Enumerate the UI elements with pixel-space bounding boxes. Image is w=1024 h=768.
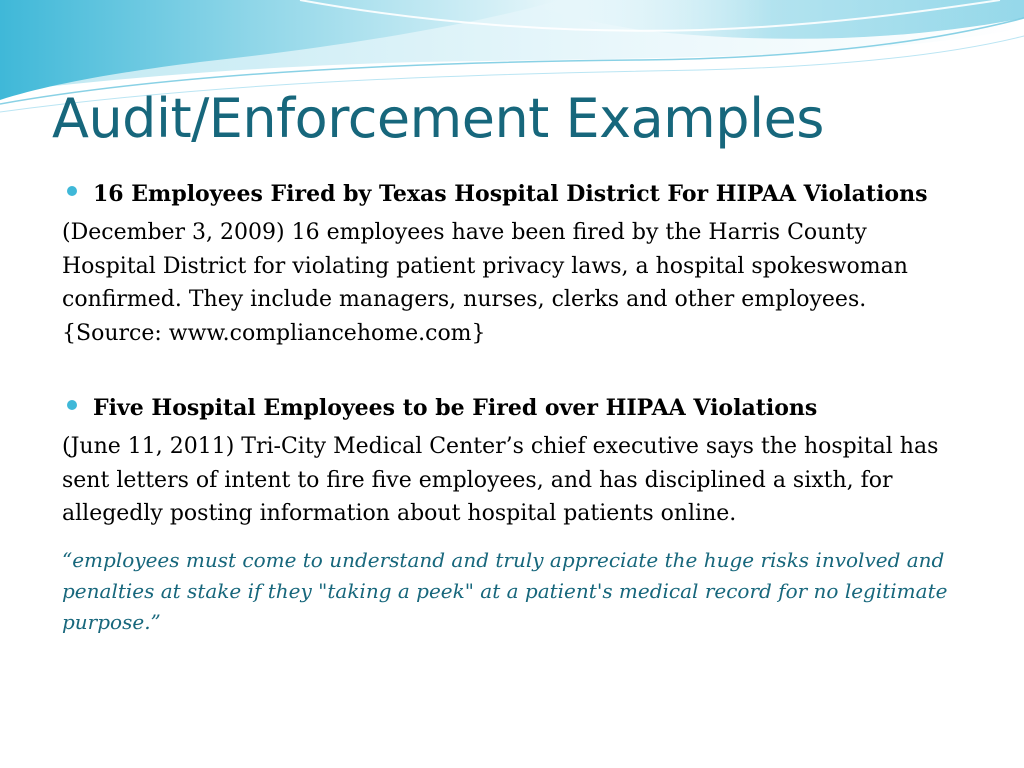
spacer [62,350,962,392]
bullet-body-2: (June 11, 2011) Tri-City Medical Center’s chief executive says the hospital has sent letters of intent to fire five employees, and has disciplined a sixth, for allegedly posting information about hospital patients online. [62,434,939,526]
bullet-dot-icon [67,400,77,410]
quote-text: “employees must come to understand and truly appreciate the huge risks involved and penalties at stake if they "taking a peek" at a patient's medical record for no legitimate purpose.” [62,547,948,634]
bullet-dot-icon [67,186,77,196]
bullet-body-1: (December 3, 2009) 16 employees have been fired by the Harris County Hospital District for violating patient privacy laws, a hospital spokeswoman confirmed. They include managers, nurses, clerks and other employees. {Source: www.compliancehome.com} [62,220,908,346]
bullet-heading-1-text: 16 Employees Fired by Texas Hospital District For HIPAA Violations [93,181,928,207]
bullet-heading-1 [62,178,962,211]
slide-content [62,178,962,638]
bullet-heading-2 [62,392,962,425]
bullet-heading-2-text: Five Hospital Employees to be Fired over HIPAA Violations [93,395,818,421]
slide-title: Audit/Enforcement Examples [52,87,824,150]
